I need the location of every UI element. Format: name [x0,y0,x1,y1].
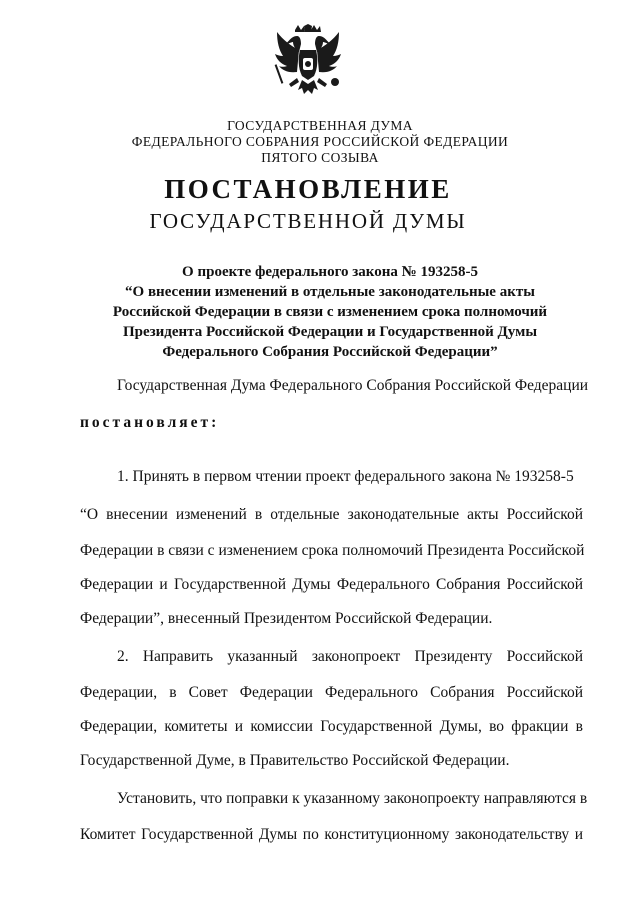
paragraph-line: Государственной Думе, в Правительство Российской Федерации. [80,752,510,769]
subject-line: Федерального Собрания Российской Федерации” [162,344,498,360]
intro-text: Государственная Дума Федерального Собрания Российской Федерации [117,377,589,394]
paragraph-line: Федерации, комитеты и комиссии Государственной Думы, во фракции в [80,718,583,735]
subject-line: Российской Федерации в связи с изменением срока полномочий [112,304,548,320]
subject-line: О проекте федерального закона № 193258-5 [182,264,478,280]
paragraph-line: Федерации”, внесенный Президентом Российской Федерации. [80,610,493,627]
document-subtitle: ГОСУДАРСТВЕННОЙ ДУМЫ [149,209,467,233]
header-line-1: ГОСУДАРСТВЕННАЯ ДУМА [227,118,413,133]
subject-line: Президента Российской Федерации и Государственной Думы [122,324,538,340]
subject-block [80,262,580,362]
header-line-2: ФЕДЕРАЛЬНОГО СОБРАНИЯ РОССИЙСКОЙ ФЕДЕРАЦИИ [131,134,509,149]
paragraph-line: 2. Направить указанный законопроект Президенту Российской [117,648,583,665]
subject-line: “О внесении изменений в отдельные законодательные акты [125,284,535,300]
double-headed-eagle-icon [273,24,343,108]
paragraph-line: 1. Принять в первом чтении проект федерального закона № 193258-5 [117,468,574,485]
paragraph-line: Федерации, в Совет Федерации Федерального Собрания Российской [80,684,583,701]
header-line-3: ПЯТОГО СОЗЫВА [261,150,379,165]
paragraph-line: Комитет Государственной Думы по конституционному законодательству и [80,826,583,843]
paragraph-line: Федерации в связи с изменением срока полномочий Президента Российской [80,542,585,559]
paragraph-line: “О внесении изменений в отдельные законодательные акты Российской [80,506,583,523]
resolves-text: постановляет: [80,414,220,431]
paragraph-line: Федерации и Государственной Думы Федерального Собрания Российской [80,576,583,593]
paragraph-line: Установить, что поправки к указанному законопроекту направляются в [117,790,588,807]
emblem [273,24,343,108]
document-title: ПОСТАНОВЛЕНИЕ [164,174,452,204]
